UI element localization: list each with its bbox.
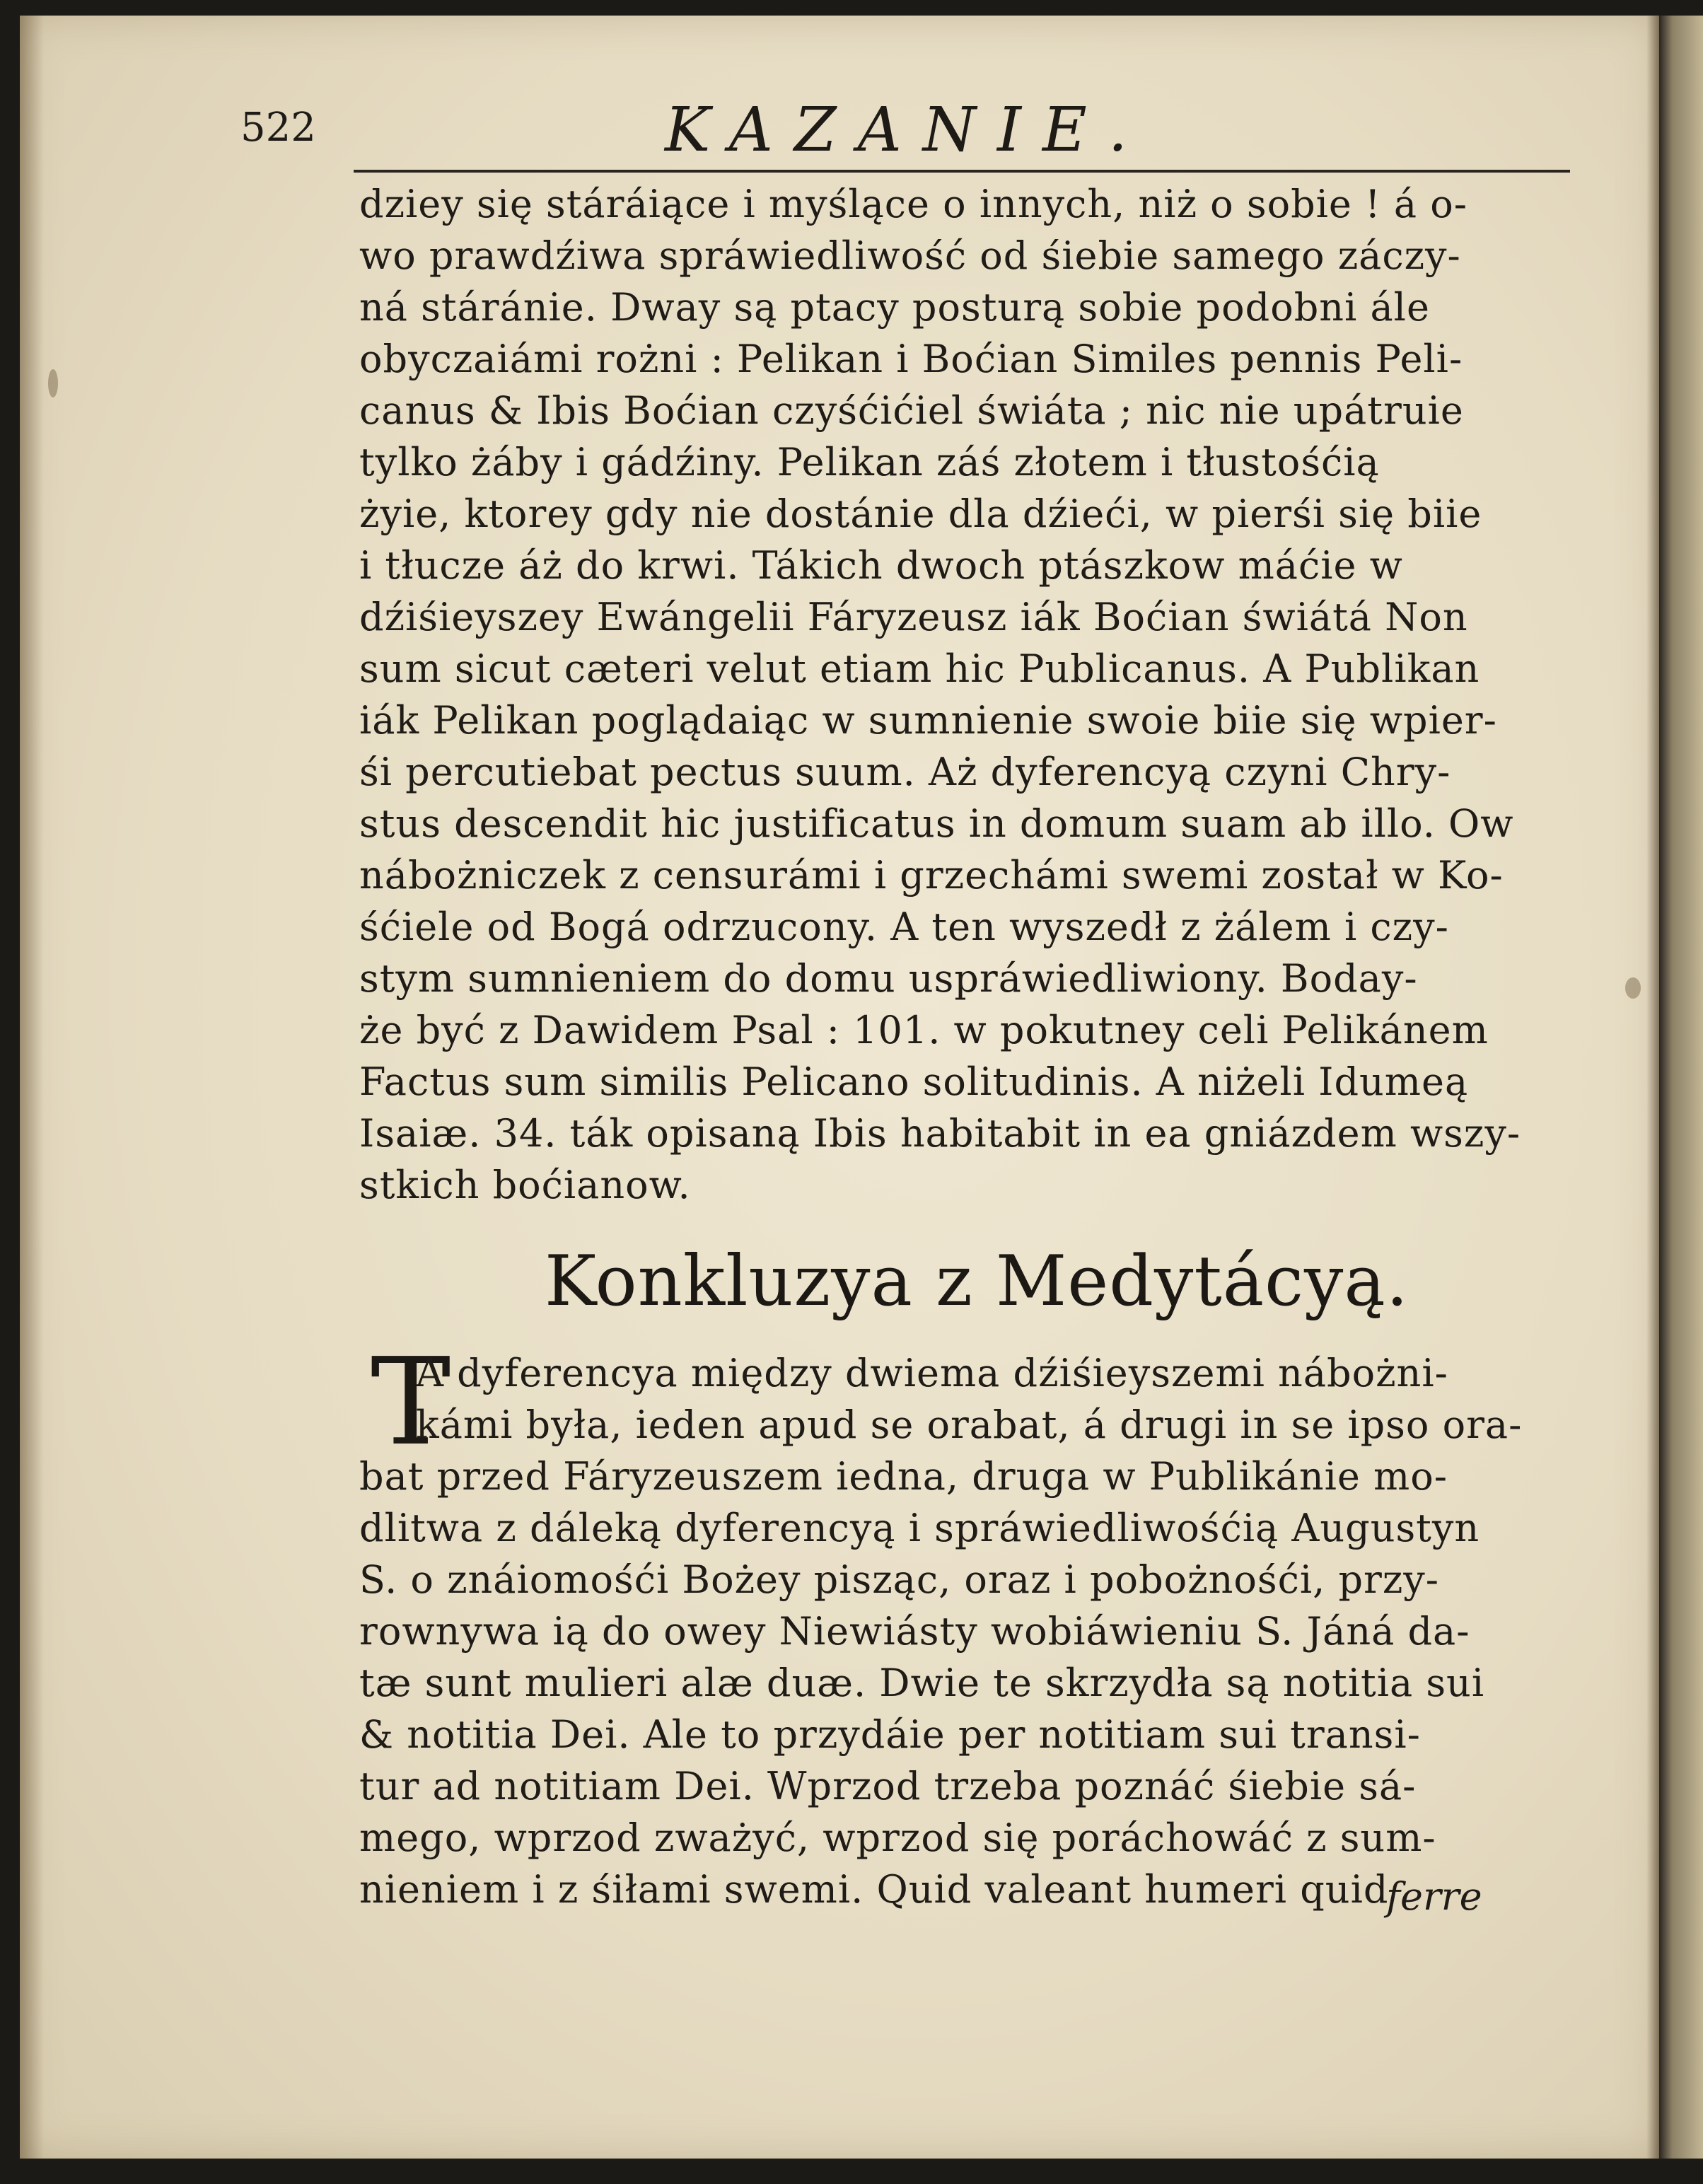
text-line: sum sicut cæteri velut etiam hic Publicanus. A Publikan (359, 646, 1480, 691)
catchword: ferre (1386, 1874, 1482, 1919)
text-line: dlitwa z dáleką dyferencyą i spráwiedliwośćią Augustyn (359, 1506, 1480, 1550)
text-line: Isaiæ. 34. ták opisaną Ibis habitabit in ea gniázdem wszy- (359, 1111, 1521, 1156)
text-line: śi percutiebat pectus suum. Aż dyferencyą czyni Chry- (359, 750, 1451, 794)
text-line: stkich boćianow. (359, 1163, 691, 1207)
text-line: mego, wprzod zważyć, wprzod się poráchowáć z sum- (359, 1816, 1436, 1860)
text-line: wo prawdźiwa spráwiedliwość od śiebie samego záczy- (359, 233, 1461, 278)
text-line: stus descendit hic justificatus in domum suam ab illo. Ow (359, 801, 1514, 846)
binding-shadow (20, 16, 44, 2159)
text-line: i tłucze áż do krwi. Tákich dwoch ptászkow máćie w (359, 543, 1403, 588)
text-line: kámi była, ieden apud se orabat, á drugi in se ipso ora- (416, 1402, 1523, 1447)
text-line: tæ sunt mulieri alæ duæ. Dwie te skrzydła są notitia sui (359, 1661, 1485, 1705)
text-line: tylko żáby i gádźiny. Pelikan záś złotem i tłustośćią (359, 440, 1380, 484)
text-line: Factus sum similis Pelicano solitudinis. A niżeli Idumeą (359, 1059, 1469, 1104)
ink-spot (48, 369, 58, 397)
text-line: canus & Ibis Boćian czyśćićiel świáta ; nic nie upátruie (359, 388, 1464, 433)
adjacent-page-edge (1659, 16, 1703, 2159)
text-line: obyczaiámi rożni : Pelikan i Boćian Similes pennis Peli- (359, 337, 1463, 381)
text-line: rownywa ią do owey Niewiásty wobiáwieniu S. Jáná da- (359, 1609, 1470, 1654)
lower-text (359, 1451, 1562, 1915)
text-line: że być z Dawidem Psal : 101. w pokutney celi Pelikánem (359, 1008, 1489, 1052)
text-line: dźiśieyszey Ewángelii Fáryzeusz iák Boćian świátá Non (359, 595, 1468, 639)
page-number: 522 (240, 105, 316, 151)
body-text (359, 178, 1562, 1211)
text-line: stym sumnieniem do domu uspráwiedliwiony. Boday- (359, 956, 1418, 1001)
drop-cap: T (371, 1332, 451, 1473)
text-line: śćiele od Bogá odrzucony. A ten wyszedł z żálem i czy- (359, 905, 1449, 949)
text-line: nábożniczek z censurámi i grzechámi swemi został w Ko- (359, 853, 1504, 898)
text-line: S. o znáiomośći Bożey pisząc, oraz i pobożnośći, przy- (359, 1557, 1440, 1602)
running-title: KAZANIE. (665, 95, 1149, 165)
section-heading: Konkluzya z Medytácyą. (545, 1241, 1409, 1322)
text-line: dziey się stáráiące i myślące o innych, niż o sobie ! á o- (359, 182, 1468, 226)
page-edge-shadow (1646, 16, 1659, 2159)
text-line: ná stáránie. Dway są ptacy posturą sobie podobni ále (359, 285, 1430, 330)
text-line: żyie, ktorey gdy nie dostánie dla dźieći, w pierśi się biie (359, 492, 1482, 536)
text-line: nieniem i z śiłami swemi. Quid valeant humeri quid (359, 1867, 1389, 1912)
ink-spot (1625, 977, 1641, 999)
text-line: A dyferencya między dwiema dźiśieyszemi nábożni- (416, 1351, 1448, 1395)
text-line: & notitia Dei. Ale to przydáie per notitiam sui transi- (359, 1712, 1421, 1757)
text-line: bat przed Fáryzeuszem iedna, druga w Publikánie mo- (359, 1454, 1448, 1499)
lower-text-indented (416, 1347, 1562, 1451)
text-line: tur ad notitiam Dei. Wprzod trzeba poznáć śiebie sá- (359, 1764, 1417, 1808)
header-rule (354, 170, 1570, 173)
text-line: iák Pelikan poglądaiąc w sumnienie swoie biie się wpier- (359, 698, 1497, 743)
